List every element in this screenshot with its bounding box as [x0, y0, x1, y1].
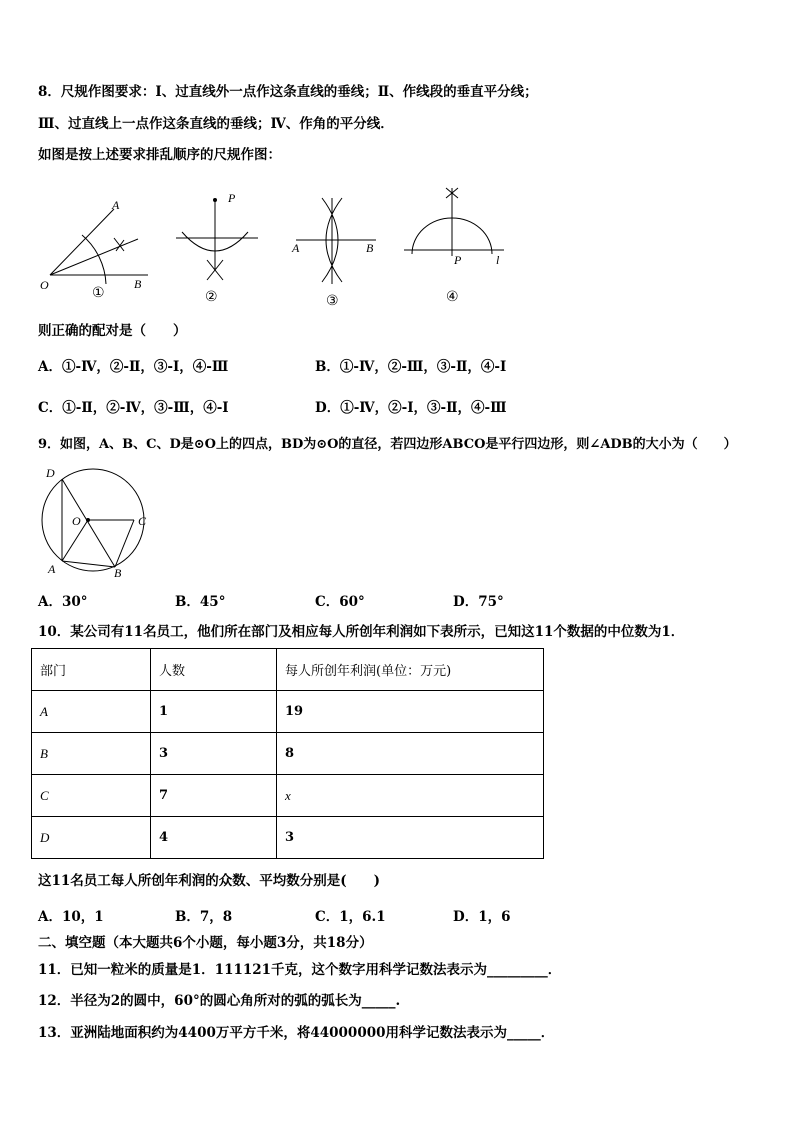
- q8-line1: 8．尺规作图要求：Ⅰ、过直线外一点作这条直线的垂线；Ⅱ、作线段的垂直平分线；: [38, 84, 538, 100]
- point-label-A: A: [112, 198, 120, 212]
- table-cell-dept: B: [32, 733, 151, 775]
- table-row: [32, 817, 544, 859]
- q12-stem: 12．半径为2的圆中，60°的圆心角所对的弧的弧长为_____.: [38, 993, 401, 1009]
- table-cell-count: 4: [151, 817, 277, 859]
- table-cell-count: 3: [151, 733, 277, 775]
- figure-4-perpendicular-at-point: [400, 180, 512, 275]
- q9-option-b[interactable]: B．45°: [175, 594, 226, 610]
- point-label-B: B: [114, 566, 122, 579]
- point-label-O: O: [72, 514, 81, 528]
- q8-line2: Ⅲ、过直线上一点作这条直线的垂线；Ⅳ、作角的平分线．: [38, 116, 394, 132]
- table-header-cell: 每人所创年利润(单位：万元): [277, 649, 544, 691]
- table-cell-profit: 3: [277, 817, 544, 859]
- figure-label-3: ③: [326, 293, 339, 309]
- q10-option-d[interactable]: D．1，6: [453, 909, 511, 925]
- q8-option-d[interactable]: D．①-Ⅳ，②-Ⅰ，③-Ⅱ，④-Ⅲ: [315, 400, 507, 416]
- q10-question: 这11名员工每人所创年利润的众数、平均数分别是( ): [38, 873, 381, 889]
- point-label-C: C: [138, 514, 147, 528]
- figure-q9-circle: [36, 463, 154, 579]
- table-cell-dept: C: [32, 775, 151, 817]
- table-cell-dept: D: [32, 817, 151, 859]
- table-header-cell: 人数: [151, 649, 277, 691]
- section-2-title: 二、填空题（本大题共6个小题，每小题3分，共18分）: [38, 935, 373, 951]
- point-label-P: P: [454, 253, 462, 267]
- q9-stem: 9．如图，A、B、C、D是⊙O上的四点，BD为⊙O的直径，若四边形ABCO是平行四边形，则∠ADB的大小为（ ）: [38, 437, 737, 452]
- q10-option-b[interactable]: B．7，8: [175, 909, 233, 925]
- table-cell-count: 1: [151, 691, 277, 733]
- q8-option-a[interactable]: A．①-Ⅳ，②-Ⅱ，③-Ⅰ，④-Ⅲ: [38, 359, 229, 375]
- q10-option-c[interactable]: C．1，6.1: [315, 909, 386, 925]
- figure-label-1: ①: [92, 285, 105, 301]
- q8-option-b[interactable]: B．①-Ⅳ，②-Ⅲ，③-Ⅱ，④-Ⅰ: [315, 359, 507, 375]
- table-row: [32, 733, 544, 775]
- point-label-A: A: [292, 241, 300, 255]
- figure-1-angle-bisector: [36, 195, 156, 295]
- table-row: [32, 775, 544, 817]
- point-label-O: O: [40, 278, 49, 292]
- figure-label-2: ②: [205, 289, 218, 305]
- q8-line3: 如图是按上述要求排乱顺序的尺规作图：: [38, 147, 281, 163]
- point-label-P: P: [228, 191, 236, 205]
- table-cell-count: 7: [151, 775, 277, 817]
- point-label-B: B: [366, 241, 374, 255]
- table-header-cell: 部门: [32, 649, 151, 691]
- point-label-l: l: [496, 253, 500, 267]
- q9-option-d[interactable]: D．75°: [453, 594, 504, 610]
- table-cell-dept: A: [32, 691, 151, 733]
- table-row: [32, 691, 544, 733]
- q10-option-a[interactable]: A．10，1: [38, 909, 104, 925]
- table-cell-profit: 8: [277, 733, 544, 775]
- figure-3-perpendicular-bisector: [288, 190, 383, 290]
- q13-stem: 13．亚洲陆地面积约为4400万平方千米，将44000000用科学记数法表示为_____．: [38, 1025, 555, 1041]
- point-label-B: B: [134, 277, 142, 291]
- q10-profit-table: [31, 648, 544, 859]
- q10-stem: 10．某公司有11名员工，他们所在部门及相应每人所创年利润如下表所示，已知这11个数据的中位数为1．: [38, 624, 685, 640]
- q9-option-c[interactable]: C．60°: [315, 594, 365, 610]
- table-cell-profit: 19: [277, 691, 544, 733]
- figure-label-4: ④: [446, 289, 459, 305]
- point-label-D: D: [46, 466, 55, 480]
- point-label-A: A: [48, 562, 56, 576]
- table-cell-profit: x: [277, 775, 544, 817]
- q9-option-a[interactable]: A．30°: [38, 594, 88, 610]
- figure-2-perpendicular-from-point: [170, 188, 265, 288]
- q8-option-c[interactable]: C．①-Ⅱ，②-Ⅳ，③-Ⅲ，④-Ⅰ: [38, 400, 229, 416]
- table-header-row: [32, 649, 544, 691]
- q11-stem: 11．已知一粒米的质量是1．111121千克，这个数字用科学记数法表示为_________．: [38, 962, 562, 978]
- q8-question: 则正确的配对是（ ）: [38, 323, 187, 339]
